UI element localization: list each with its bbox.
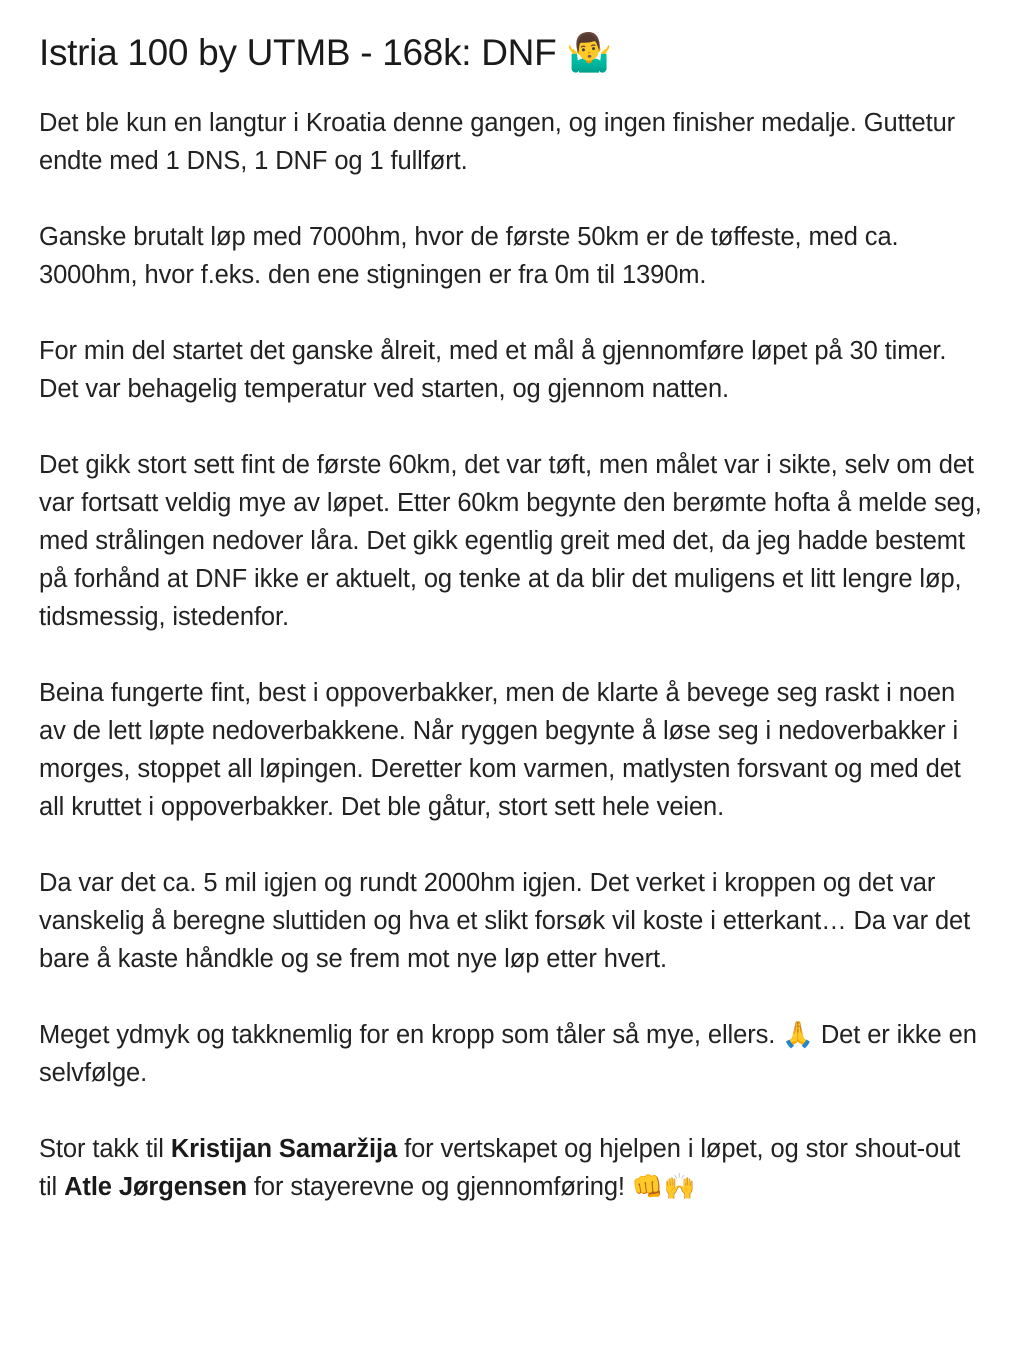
- fist-raised-hands-emoji-icon: 👊🙌: [631, 1172, 696, 1202]
- paragraph-5: Beina fungerte fint, best i oppoverbakker, men de klarte å bevege seg raskt i noen av de lett løpte nedoverbakkene. Når ryggen begynte å løse seg i nedoverbakker i morges, stoppet all løpingen. Deretter kom varmen, matlysten forsvant og med det all kruttet i oppoverbakker. Det ble gåtur, stort sett hele veien.: [39, 679, 961, 821]
- paragraph-7-after: Det er ikke en selvfølge.: [39, 1021, 977, 1087]
- post-title: [39, 28, 984, 78]
- paragraph-2: Ganske brutalt løp med 7000hm, hvor de første 50km er de tøffeste, med ca. 3000hm, hvor f.eks. den ene stigningen er fra 0m til 1390m.: [39, 223, 899, 289]
- paragraph-6: Da var det ca. 5 mil igjen og rundt 2000hm igjen. Det verket i kroppen og det var vanskelig å beregne sluttiden og hva et slikt forsøk vil koste i etterkant… Da var det bare å kaste håndkle og se frem mot nye løp etter hvert.: [39, 869, 971, 973]
- paragraph-7: [39, 1016, 984, 1092]
- paragraph-4: Det gikk stort sett fint de første 60km, det var tøft, men målet var i sikte, selv om det var fortsatt veldig mye av løpet. Etter 60km begynte den berømte hofta å melde seg, med strålingen nedover låra. Det gikk egentlig greit med det, da jeg hadde bestemt på forhånd at DNF ikke er aktuelt, og tenke at da blir det muligens et litt lengre løp, tidsmessig, istedenfor.: [39, 451, 982, 631]
- folded-hands-emoji-icon: 🙏: [782, 1020, 814, 1050]
- paragraph-8-part-2: for vertskapet og hjelpen i løpet, og stor shout-out til: [39, 1135, 961, 1201]
- shrug-emoji-icon: 🤷‍♂️: [566, 31, 613, 74]
- paragraph-8-part-3: for stayerevne og gjennomføring!: [246, 1173, 632, 1201]
- mention-atle-jorgensen[interactable]: Atle Jørgensen: [64, 1173, 247, 1201]
- paragraph-7-before: Meget ydmyk og takknemlig for en kropp som tåler så mye, ellers.: [39, 1021, 783, 1049]
- mention-kristijan-samarzija[interactable]: Kristijan Samaržija: [170, 1135, 398, 1163]
- paragraph-1: Det ble kun en langtur i Kroatia denne gangen, og ingen finisher medalje. Guttetur endte med 1 DNS, 1 DNF og 1 fullført.: [39, 109, 956, 175]
- paragraph-8: [39, 1130, 984, 1206]
- paragraph-3: For min del startet det ganske ålreit, med et mål å gjennomføre løpet på 30 timer. Det var behagelig temperatur ved starten, og gjennom natten.: [39, 337, 947, 403]
- paragraph-8-part-1: Stor takk til: [39, 1135, 171, 1163]
- post-title-text: Istria 100 by UTMB - 168k: DNF: [39, 32, 557, 73]
